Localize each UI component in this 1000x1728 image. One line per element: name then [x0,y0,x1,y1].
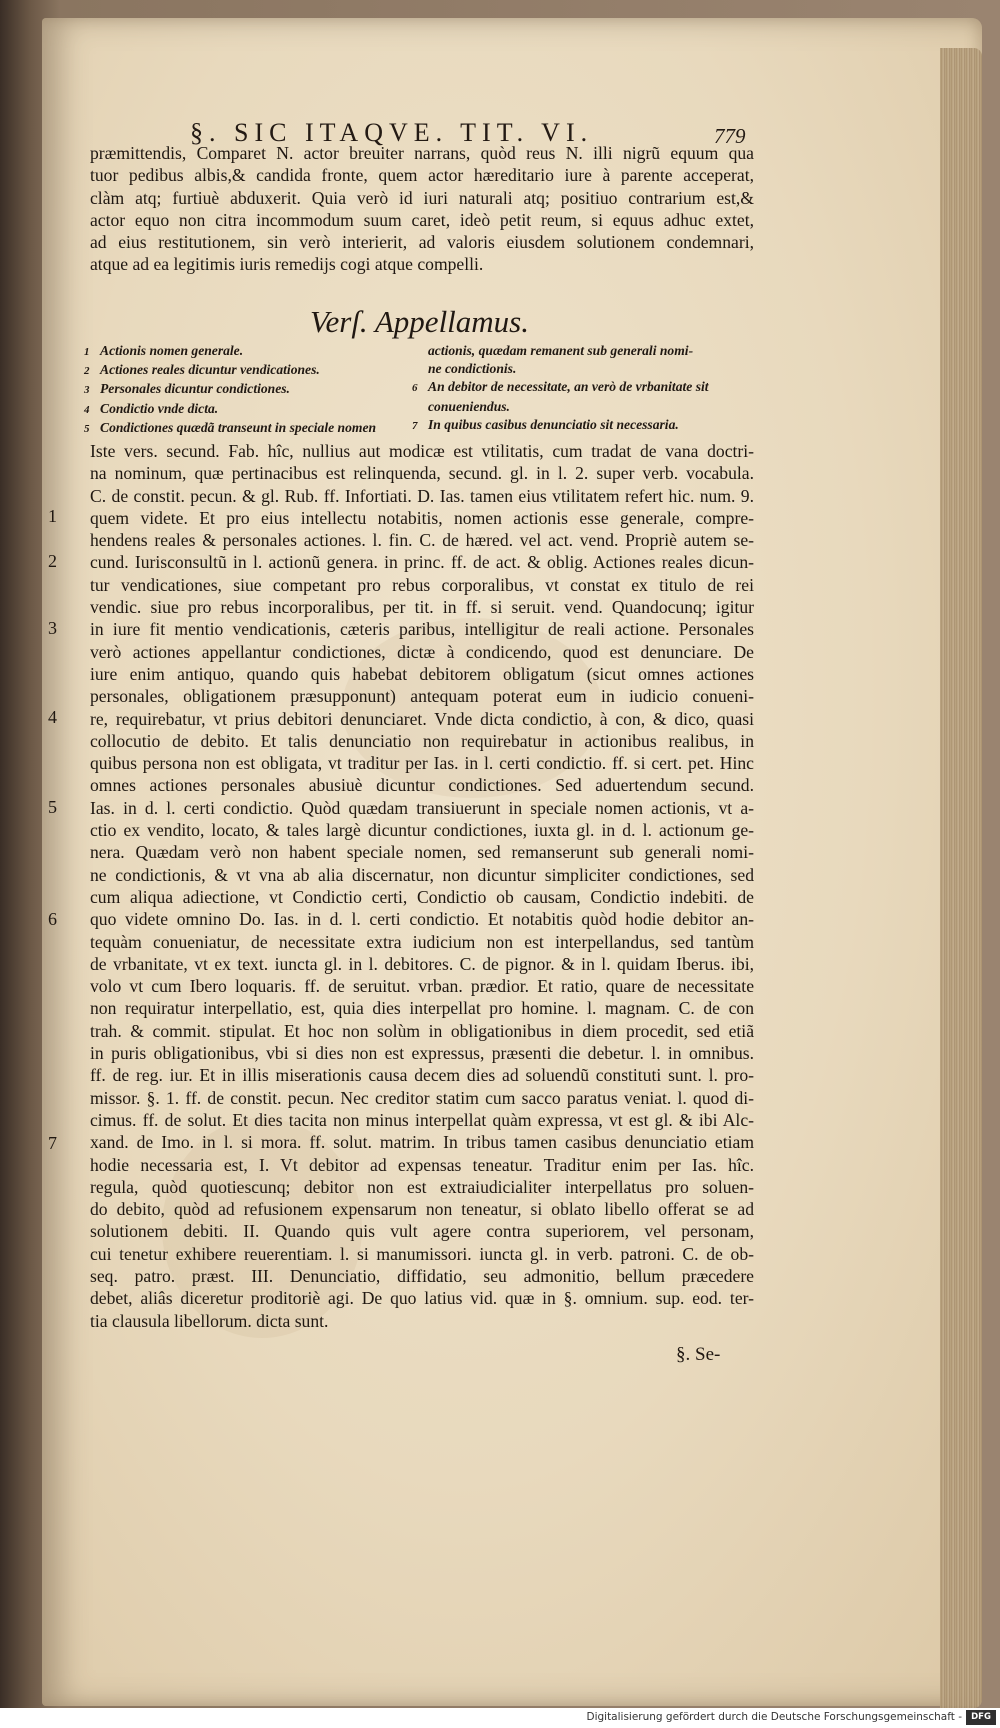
page-edges [940,48,982,1708]
text-line: missor. §. 1. ff. de constit. pecun. Nec creditor statim cum sacco paratus veniat. l. quod di- [90,1087,754,1108]
text-line: non requiratur interpellatio, est, quia dies interpellat pro homine. l. magnam. C. de con [90,998,754,1019]
summary-text: Personales dicuntur condictiones. [100,381,290,397]
text-line: regula, quòd quotiescunq; debitor non est extraiudicialiter interpellatus pro soluen- [90,1176,754,1197]
text-line: re, requirebatur, vt prius debitori denunciaret. Vnde dicta condictio, à con, & dico, quasi [90,708,754,729]
text-line: vendic. siue pro rebus incorporalibus, per tit. in ff. si seruit. vend. Quandocunq; igitur [90,597,754,618]
catchword: §. Se- [676,1344,721,1365]
summary-number: 4 [84,403,90,416]
text-line: in puris obligationibus, vbi si dies non est expressus, præsenti die debetur. l. in omnibus. [90,1043,754,1064]
page-number: 779 [714,124,746,148]
margin-number: 5 [48,797,57,817]
text-line: de vrbanitate, vt ex text. iuncta gl. in l. debitores. C. de pignor. & in l. quidam Iberus. ibi, [90,953,754,974]
text-line: ctio ex vendito, locato, & tales largè dicuntur condictiones, iuxta gl. in d. l. actionum ge- [90,820,754,841]
text-line: personales, obligationem præsupponunt) antequam poterat eum in iudicio conueni- [90,686,754,707]
summary-number: 5 [84,422,90,435]
summary-item [412,378,709,397]
summary-text: Actiones reales dicuntur vendicationes. [100,362,320,378]
text-line: præmittendis, Comparet N. actor breuiter narrans, quòd reus N. illi nigrũ equum qua [90,143,754,163]
summary-text: In quibus casibus denunciatio sit necessaria. [428,416,679,432]
text-line: tia clausula libellorum. dicta sunt. [90,1310,329,1331]
text-line: debet, aliâs diceretur proditoriè agi. De quo latius vid. quæ in §. omnium. sup. eod. ter- [90,1288,754,1309]
text-line: tur vendicationes, siue competant pro rebus corporalibus, vt constat ex titulo de rei [90,574,754,595]
summary-item [412,360,709,378]
summary-number: 7 [412,419,418,432]
text-line: actor equo non citra incommodum suum caret, ideò petit reum, si equus adhuc extet, [90,209,754,230]
text-line: verò actiones appellantur condictiones, dictæ à condicendo, quod est denunciare. De [90,641,754,662]
text-line: collocutio de debito. Et talis denunciatio non requirebatur in actionibus realibus, in [90,730,754,751]
text-line: ne condictionis, & vt vna ab alia discernatur, non dicuntur simpliciter condictiones, sed [90,864,754,885]
summary-item [84,361,376,380]
summary-item [84,400,376,419]
summary-item [84,419,376,438]
text-line: atque ad ea legitimis iuris remedijs cogi atque compelli. [90,254,484,275]
text-line: cund. Iurisconsultũ in l. actionũ genera. in princ. ff. de act. & oblig. Actiones reales dicun- [90,552,754,573]
text-line: quo videte omnino Do. Ias. in d. l. certi condictio. Et notabitis quòd hodie debitor an- [90,909,754,930]
text-line: omnes actiones personales abusiuè dicuntur condictiones. Sed aduertendum secund. [90,775,754,796]
text-line: in iure fit mentio vendicationis, cæteris paribus, intelligitur de reali actione. Personales [90,619,754,640]
text-line: ff. de reg. iur. Et in illis miserationis causa decem dies ad soluendũ constituti sunt. l. pro- [90,1065,754,1086]
text-line: tuor pedibus albis,& candida fronte, quem actor hæreditario iure à parente acceperat, [90,165,754,186]
section-heading: Verſ. Appellamus. [310,304,529,339]
margin-number: 4 [48,707,57,727]
summary-text: An debitor de necessitate, an verò de vrbanitate sit [428,379,709,395]
opening-paragraph [90,142,754,276]
text-line: iure enim antiquo, quando quis habebat debitorem obligatum (sicut omnes actiones [90,663,754,684]
text-line: ad eius restitutionem, sin verò interierit, ad valoris eiusdem solutionem condemnari, [90,232,754,253]
text-line: hodie necessaria est, I. Vt debitor ad expensas teneatur. Traditur enim per Ias. hîc. [90,1154,754,1175]
summary-text: conueniendus. [428,398,510,414]
margin-number: 2 [48,551,57,571]
margin-number: 7 [48,1133,57,1153]
summary-item [84,380,376,399]
summary-item [84,342,376,361]
text-line: nera. Quædam verò non habent speciale nomen, sed remanserunt sub generali nomi- [90,842,754,863]
text-line: na nominum, quæ pertinacibus est relinquenda, secund. gl. in l. 2. super verb. vocabula. [90,463,754,484]
text-line: cum aliqua adiectione, vt Condictio certi, Condictio ob causam, Condictio indebiti. de [90,886,754,907]
summary-item [412,416,709,435]
text-line: volo vt cum Ibero loquaris. ff. de seruitut. vrban. prædior. Et ratio, quare de necessitate [90,976,754,997]
text-line: do debito, quòd ad refusionem expensarum non teneatur, si oblato libello offerat se ad [90,1199,754,1220]
summary-number: 1 [84,346,90,358]
margin-number: 1 [48,506,57,526]
text-line: cui tenetur exhibere reuerentiam. l. si manumissori. iuncta gl. in verb. patroni. C. de ob- [90,1243,754,1264]
summary-text: Actionis nomen generale. [100,343,244,358]
summary-number: 3 [84,384,90,397]
text-line: Ias. in d. l. certi condictio. Quòd quædam transiuerunt in speciale nomen actionis, vt a- [90,797,754,818]
text-line: cimus. ff. de solut. Et dies tacita non minus interpellat quàm expressa, vt est gl. & ibi Alc- [90,1109,754,1130]
text-line: seq. patro. præst. III. Denunciatio, diffidatio, seu admonitio, bellum præcedere [90,1265,754,1286]
summary-right-column [412,342,709,435]
text-line: quem videte. Et pro eius intellectu notabitis, nomen actionis esse generale, compre- [90,507,754,528]
text-line: xand. de Imo. in l. si mora. ff. solut. matrim. In tribus tamen casibus denunciatio etiam [90,1132,754,1153]
text-line: quibus persona non est obligata, vt traditur per Ias. in l. certi condictio. ff. si cert. pet. Hinc [90,753,754,774]
text-line: C. de constit. pecun. & gl. Rub. ff. Infortiati. D. Ias. tamen eius vtilitatem refert hic. num. 9. [90,485,754,506]
summary-item [412,342,709,360]
summary-number: 2 [84,365,90,378]
text-line: Iste vers. secund. Fab. hîc, nullius aut modicæ est vtilitatis, cum tradat de vana doctri- [90,441,754,461]
commentary-body [90,440,754,1332]
summary-text: Condictiones quædã transeunt in speciale nomen [100,419,377,435]
margin-number: 3 [48,618,57,638]
margin-number: 6 [48,909,57,929]
digitization-credit: Digitalisierung gefördert durch die Deutsche Forschungsgemeinschaft - [586,1711,962,1723]
text-line: tequàm conueniatur, de necessitate extra iudicium non est interpellandus, sed tantùm [90,931,754,952]
summary-number: 6 [412,382,418,395]
text-line: trah. & commit. stipulat. Et hoc non solùm in obligationibus in diem procedit, sed etiã [90,1020,754,1041]
text-line: clàm atq; furtiuè abduxerit. Quia verò id iuri naturali atq; positiuo contrarium est,& [90,187,754,208]
summary-left-column [84,342,376,438]
running-head: §. SIC ITAQVE. TIT. VI. [190,118,594,147]
text-line: solutionem debiti. II. Quando quis vult agere contra superiorem, vel personam, [90,1221,754,1242]
summary-text: actionis, quædam remanent sub generali nomi- [428,343,694,358]
summary-item [412,398,709,416]
summary-text: ne condictionis. [428,361,517,377]
dfg-logo: DFG [966,1710,996,1725]
summary-text: Condictio vnde dicta. [100,400,219,416]
text-line: hendens reales & personales actiones. l. fin. C. de hæred. vel act. vend. Propriè autem se- [90,530,754,551]
